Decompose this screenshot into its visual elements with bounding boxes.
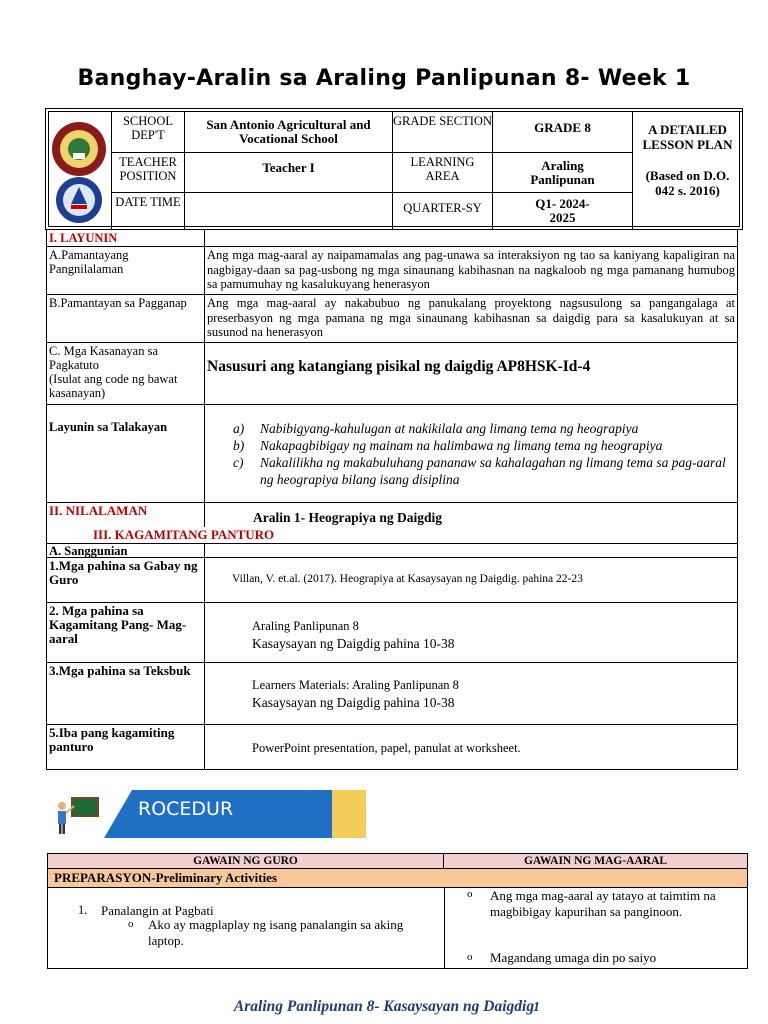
school-label: SCHOOL DEP'T xyxy=(111,111,184,152)
date-value xyxy=(184,192,392,229)
pagganap-text: Ang mga mag-aaral ay nakabubuo ng panukalang proyektong nagsusulong sa pangangalaga at preserbasyon ng mga pamana ng mga sinaunang kabihasnan sa daigdig para sa kasalukuyan at sa susunod na henerasyon xyxy=(207,296,735,339)
nilalaman-text: Aralin 1- Heograpiya ng Daigdig xyxy=(253,510,443,525)
learning-area-label: LEARNING AREA xyxy=(392,152,492,192)
iba-text: PowerPoint presentation, papel, panulat at worksheet. xyxy=(252,741,521,755)
banner-text: ROCEDUR xyxy=(138,798,234,820)
talakayan-label: Layunin sa Talakayan xyxy=(47,405,205,502)
footer-text: Araling Panlipunan 8- Kasaysayan ng Daigdig xyxy=(233,998,535,1015)
teksbuk-line2: Kasaysayan ng Daigdig pahina 10-38 xyxy=(252,695,455,710)
kasanayan-row xyxy=(46,343,738,405)
page-title: Banghay-Aralin sa Araling Panlipunan 8- Week 1 xyxy=(77,66,691,91)
teksbuk-cell xyxy=(205,663,737,724)
guro-sub-bullet: o xyxy=(128,918,134,930)
student-bullet: o xyxy=(467,888,473,900)
objectives-list xyxy=(205,405,737,502)
objective-item: b) Nakapagbibigay ng mainam na halimbawa ng limang tema ng heograpiya xyxy=(233,438,663,453)
page-footer xyxy=(0,998,768,1016)
page-number: 1 xyxy=(533,1000,540,1015)
school-seal-icon xyxy=(49,112,111,228)
quarter-value: Q1- 2024-2025 xyxy=(492,192,632,229)
guro-item-num: 1. xyxy=(78,903,88,917)
col-header-mag-aaral: GAWAIN NG MAG-AARAL xyxy=(444,854,747,869)
pagganap-label: B.Pamantayan sa Pagganap xyxy=(47,295,205,342)
grade-value: GRADE 8 xyxy=(492,111,632,152)
pangnilalaman-text: Ang mga mag-aaral ay naipamamalas ang pag-unawa sa interaksiyon ng tao sa kaniyang kapaligiran na nagbigay-daan sa pag-usbong ng mga sinaunang kabihasnan na nagkaloob ng mga pamanang humubog sa pamumuhay ng kasalukuyang henerasyon xyxy=(207,248,735,291)
student-item-1: Ang mga mag-aaral ay tatayo at taimtim na magbibigay kapurihan sa panginoon. xyxy=(490,888,716,919)
kagamitang-line1: Araling Panlipunan 8 xyxy=(252,619,359,633)
kasanayan-note: (Isulat ang code ng bawat kasanayan) xyxy=(49,372,178,400)
objective-item: c) Nakalilikha ng makabuluhang pananaw sa kahalagahan ng limang tema sa pag-aaral ng heograpiya bilang isang disiplina xyxy=(233,455,726,487)
pangnilalaman-label: A.Pamantayang Pangnilalaman xyxy=(47,247,205,294)
layunin-heading: I. LAYUNIN xyxy=(47,230,205,246)
teksbuk-line1: Learners Materials: Araling Panlipunan 8 xyxy=(252,678,459,692)
kasanayan-text: Nasusuri ang katangiang pisikal ng daigdig AP8HSK-Id-4 xyxy=(207,358,591,375)
mag-aaral-cell xyxy=(445,888,747,968)
teacher-value: Teacher I xyxy=(184,152,392,192)
kagamitan-heading: III. KAGAMITANG PANTURO xyxy=(93,527,275,542)
pagganap-row xyxy=(46,295,738,343)
gabay-row xyxy=(46,558,738,603)
guro-item: Panalangin at Pagbati xyxy=(101,903,214,918)
school-value: San Antonio Agricultural and Vocational School xyxy=(184,111,392,152)
nilalaman-row xyxy=(46,503,738,527)
pangnilalaman-row xyxy=(46,247,738,295)
sanggunian-row xyxy=(46,544,738,558)
talakayan-row xyxy=(46,405,738,503)
student-bullet: o xyxy=(467,951,473,963)
plan-type: A DETAILED LESSON PLAN xyxy=(642,122,733,152)
gabay-text: Villan, V. et.al. (2017). Heograpiya at Kasaysayan ng Daigdig. pahina 22-23 xyxy=(232,573,583,585)
kagamitan-row xyxy=(46,527,738,544)
sanggunian-label: A. Sanggunian xyxy=(47,544,205,557)
iba-label: 5.Iba pang kagamiting panturo xyxy=(47,725,205,769)
teksbuk-label: 3.Mga pahina sa Teksbuk xyxy=(47,663,205,724)
logo-column xyxy=(49,112,111,228)
teacher-label: TEACHER POSITION xyxy=(111,152,184,192)
grade-section-label: GRADE SECTION xyxy=(392,111,492,152)
col-header-guro: GAWAIN NG GURO xyxy=(48,854,444,869)
kagamitang-cell xyxy=(205,603,737,662)
learning-area-value: Araling Panlipunan xyxy=(492,152,632,192)
nilalaman-heading: II. NILALAMAN xyxy=(47,503,205,527)
activities-table xyxy=(47,853,748,969)
teacher-board-icon xyxy=(52,796,102,836)
procedure-banner xyxy=(104,790,366,838)
teksbuk-row xyxy=(46,663,738,725)
student-item-2: Magandang umaga din po saiyo xyxy=(490,950,657,965)
header-table xyxy=(45,108,743,230)
guro-sub: Ako ay magplaplay ng isang panalangin sa aking laptop. xyxy=(148,917,404,948)
gabay-label: 1.Mga pahina sa Gabay ng Guro xyxy=(47,558,205,602)
layunin-row xyxy=(46,230,738,247)
date-label: DATE TIME xyxy=(111,192,184,229)
kagamitang-row xyxy=(46,603,738,663)
kagamitang-label: 2. Mga pahina sa Kagamitang Pang- Mag-aaral xyxy=(47,603,205,662)
kasanayan-label-cell xyxy=(47,343,205,404)
iba-row xyxy=(46,725,738,770)
kasanayan-label: C. Mga Kasanayan sa Pagkatuto xyxy=(49,344,158,372)
plan-basis: (Based on D.O. 042 s. 2016) xyxy=(645,168,730,198)
kagamitang-line2: Kasaysayan ng Daigdig pahina 10-38 xyxy=(252,636,455,651)
objective-item: a) Nabibigyang-kahulugan at nakikilala ang limang tema ng heograpiya xyxy=(233,421,639,436)
plan-type-cell xyxy=(632,111,742,229)
quarter-label: QUARTER-SY xyxy=(392,192,492,229)
guro-cell xyxy=(48,888,445,968)
preparasyon-row: PREPARASYON-Preliminary Activities xyxy=(48,869,747,888)
